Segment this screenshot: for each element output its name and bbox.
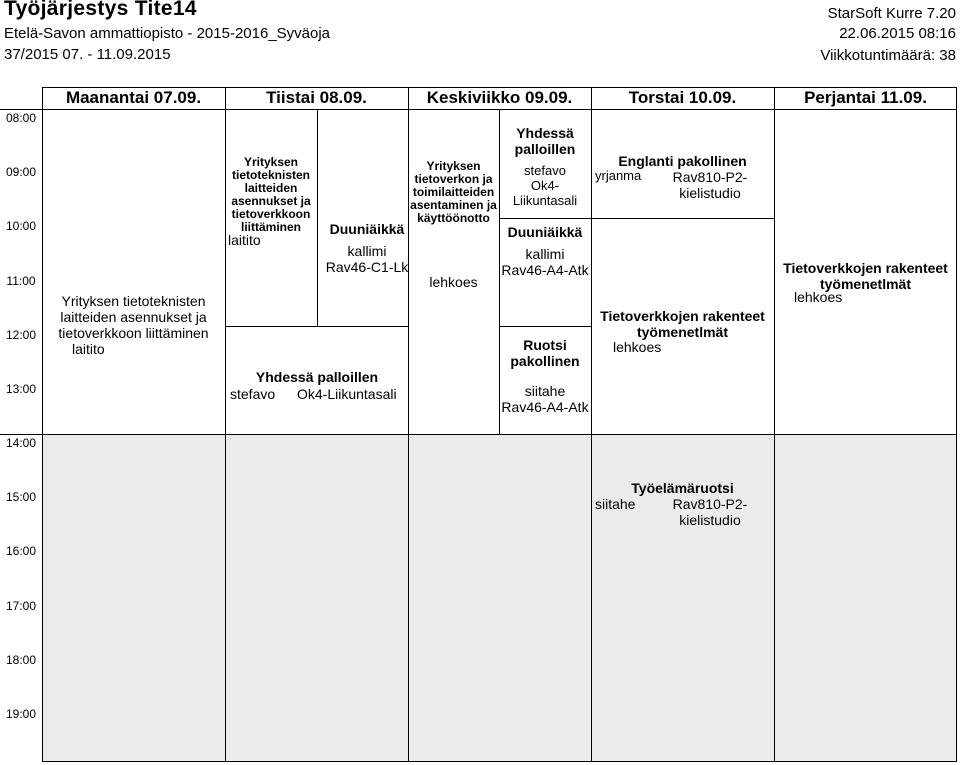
event-title: Yrityksen tietoteknisten laitteiden asennukset ja tietoverkkoon liittäminen — [231, 155, 311, 234]
event-teacher: kallimi — [347, 243, 387, 259]
event-wednesday-3[interactable] — [499, 224, 591, 278]
event-teacher: yrjanma — [595, 168, 642, 183]
hour-label: 13:00 — [5, 382, 37, 396]
event-teacher: laitito — [72, 341, 105, 357]
event-wednesday-1[interactable] — [408, 160, 499, 225]
event-title: Yrityksen tietoverkon ja toimilaitteiden asentaminen ja käyttöönotto — [410, 159, 497, 225]
event-title: Englanti pakollinen — [618, 153, 747, 169]
hour-label: 15:00 — [5, 490, 37, 504]
week-range: 37/2015 07. - 11.09.2015 — [4, 46, 171, 63]
event-thursday-2[interactable] — [591, 308, 774, 340]
hour-label: 14:00 — [5, 436, 37, 450]
hour-label: 10:00 — [5, 219, 37, 233]
event-teacher: siitahe — [595, 496, 636, 512]
event-friday-1[interactable] — [774, 260, 957, 292]
event-teacher: lehkoes — [613, 339, 662, 355]
weekly-hours: Viikkotuntimäärä: 38 — [820, 47, 956, 64]
event-room: Rav810-P2-kielistudio — [672, 496, 748, 528]
event-teacher: kallimi — [525, 246, 565, 262]
software-version: StarSoft Kurre 7.20 — [827, 5, 956, 22]
school-name: Etelä-Savon ammattiopisto - 2015-2016_Syväoja — [4, 25, 331, 42]
event-title: Yhdessä palloillen — [514, 125, 576, 157]
day-header-monday: Maanantai 07.09. — [65, 88, 202, 107]
event-room: Ok4-Liikuntasali — [512, 178, 578, 208]
schedule-title: Työjärjestys Tite14 — [4, 0, 197, 20]
hour-divider — [0, 109, 42, 110]
timetable-grid — [42, 87, 957, 762]
event-tuesday-1[interactable] — [228, 156, 314, 234]
event-teacher: lehkoes — [794, 289, 843, 305]
hour-label: 18:00 — [5, 653, 37, 667]
event-title: Yhdessä palloillen — [255, 369, 379, 385]
day-header-tuesday: Tiistai 08.09. — [266, 88, 367, 107]
day-header-thursday: Torstai 10.09. — [628, 88, 737, 107]
event-title: Työelämäruotsi — [631, 480, 734, 496]
print-timestamp: 22.06.2015 08:16 — [839, 25, 956, 42]
event-monday[interactable] — [46, 293, 221, 357]
event-title: Duuniäikkä — [507, 224, 583, 240]
event-title: Duuniäikkä — [329, 221, 405, 237]
event-wednesday-4[interactable] — [499, 337, 591, 415]
event-room: Rav46-A4-Atk — [501, 399, 589, 415]
day-header-friday: Perjantai 11.09. — [804, 88, 927, 107]
event-wednesday-2[interactable] — [499, 125, 591, 208]
event-teacher: stefavo — [524, 163, 566, 178]
event-thursday-1[interactable] — [591, 153, 774, 169]
hour-label: 11:00 — [6, 274, 36, 288]
event-title: Yrityksen tietoteknisten laitteiden asennukset ja tietoverkkoon liittäminen — [58, 293, 209, 341]
hour-label: 09:00 — [5, 165, 37, 179]
event-room: Ok4-Liikuntasali — [297, 386, 397, 402]
hour-label: 19:00 — [5, 707, 37, 721]
hour-label: 08:00 — [5, 111, 37, 125]
event-tuesday-2[interactable] — [318, 221, 416, 275]
event-title: Tietoverkkojen rakenteet työmenetlmät — [783, 260, 948, 292]
event-teacher: lehkoes — [429, 274, 478, 290]
event-tuesday-3[interactable] — [228, 369, 406, 385]
hour-label: 16:00 — [5, 544, 37, 558]
hour-label: 12:00 — [5, 328, 37, 342]
hour-label: 17:00 — [5, 599, 37, 613]
event-room: Rav46-A4-Atk — [501, 262, 589, 278]
day-header-wednesday: Keskiviikko 09.09. — [426, 88, 573, 107]
event-title: Tietoverkkojen rakenteet työmenetlmät — [600, 308, 765, 340]
event-teacher: siitahe — [524, 383, 566, 399]
hour-divider — [0, 434, 42, 435]
event-room: Rav810-P2-kielistudio — [672, 169, 748, 201]
event-teacher: stefavo — [230, 386, 276, 402]
event-title: Ruotsi pakollinen — [510, 337, 580, 369]
event-teacher: laitito — [228, 232, 261, 248]
event-thursday-3[interactable] — [591, 480, 774, 496]
event-room: Rav46-C1-Lk — [325, 259, 409, 275]
